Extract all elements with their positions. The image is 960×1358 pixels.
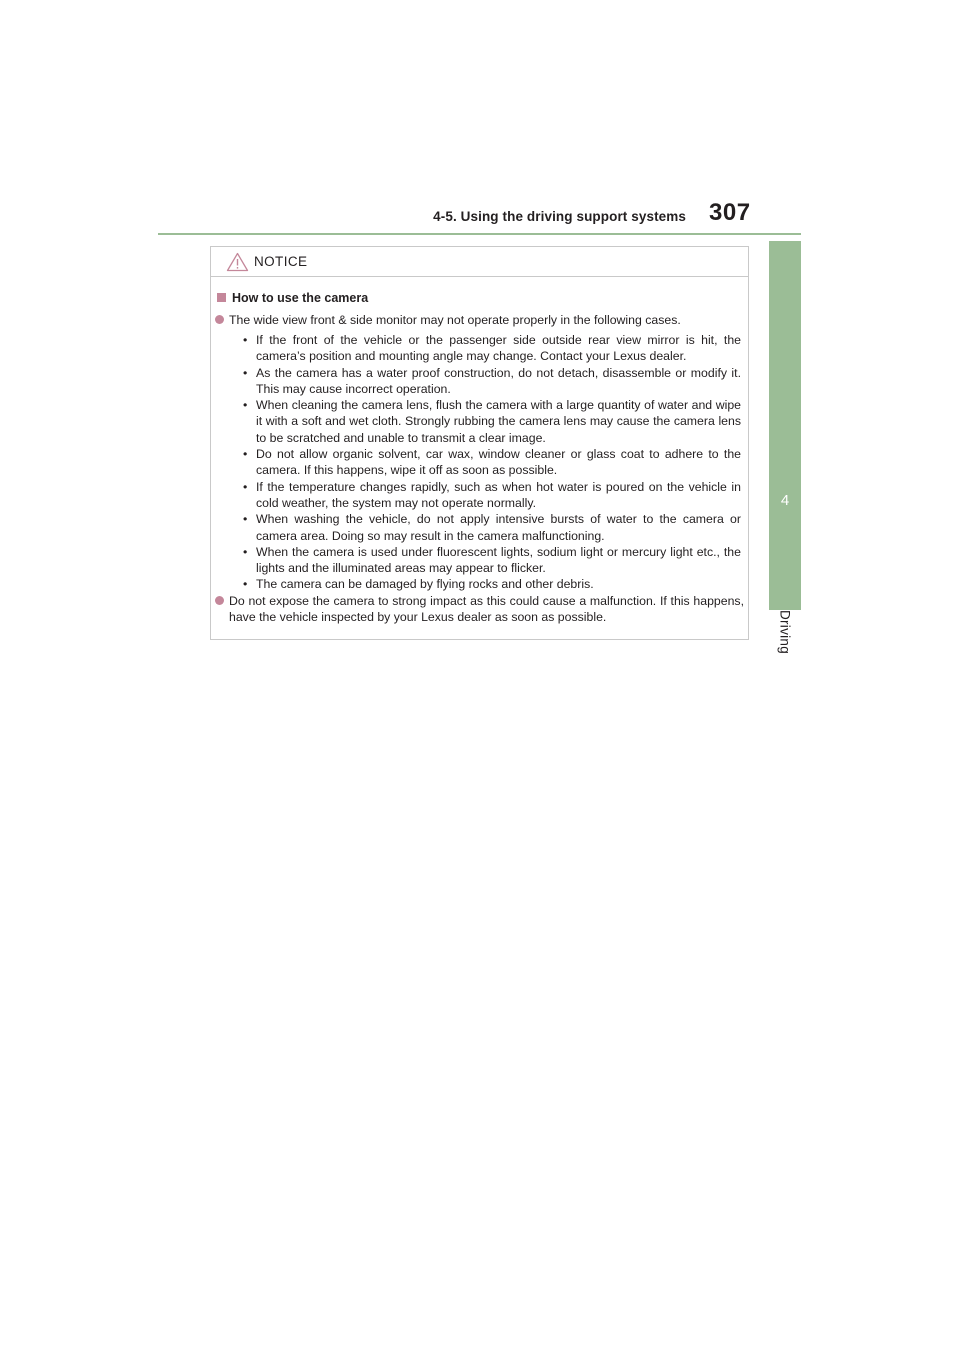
list-item: • If the front of the vehicle or the passenger side outside rear view mirror is hit, the camera’s position and mounting angle may change. Contact your Lexus dealer. bbox=[241, 332, 741, 365]
notice-item: Do not expose the camera to strong impact as this could cause a malfunction. If this happens, have the vehicle inspected by your Lexus dealer as soon as possible. bbox=[229, 593, 744, 626]
section-heading bbox=[217, 291, 368, 305]
list-item: • When cleaning the camera lens, flush the camera with a large quantity of water and wipe it with a soft and wet cloth. Strongly rubbing the camera lens may cause the camera lens to be scratched and unable to transmit a clear image. bbox=[241, 397, 741, 446]
chapter-label: Driving bbox=[777, 609, 793, 655]
page-number: 307 bbox=[709, 199, 751, 226]
notice-header bbox=[211, 247, 748, 277]
header-rule bbox=[158, 233, 801, 235]
bullet-list bbox=[241, 332, 741, 593]
list-item: • When washing the vehicle, do not apply intensive bursts of water to the camera or camera area. Doing so may result in the camera malfunctioning. bbox=[241, 511, 741, 544]
list-item: • If the temperature changes rapidly, such as when hot water is poured on the vehicle in cold weather, the system may not operate normally. bbox=[241, 479, 741, 512]
circle-bullet-icon bbox=[215, 596, 224, 605]
section-title: 4-5. Using the driving support systems bbox=[433, 209, 686, 224]
list-item: • As the camera has a water proof construction, do not detach, disassemble or modify it. This may cause incorrect operation. bbox=[241, 365, 741, 398]
notice-box bbox=[210, 246, 749, 640]
square-bullet-icon bbox=[217, 293, 226, 302]
warning-triangle-icon bbox=[226, 252, 249, 272]
list-item: • Do not allow organic solvent, car wax, window cleaner or glass coat to adhere to the camera. If this happens, wipe it off as soon as possible. bbox=[241, 446, 741, 479]
notice-title: NOTICE bbox=[254, 254, 308, 269]
section-heading-text: How to use the camera bbox=[232, 291, 369, 305]
notice-item: The wide view front & side monitor may not operate properly in the following cases. bbox=[229, 312, 741, 328]
chapter-number: 4 bbox=[780, 492, 790, 509]
list-item: • When the camera is used under fluorescent lights, sodium light or mercury light etc., the lights and the illuminated areas may appear to flicker. bbox=[241, 544, 741, 577]
list-item: • The camera can be damaged by flying rocks and other debris. bbox=[241, 576, 741, 592]
circle-bullet-icon bbox=[215, 315, 224, 324]
chapter-side-tab bbox=[769, 241, 801, 610]
